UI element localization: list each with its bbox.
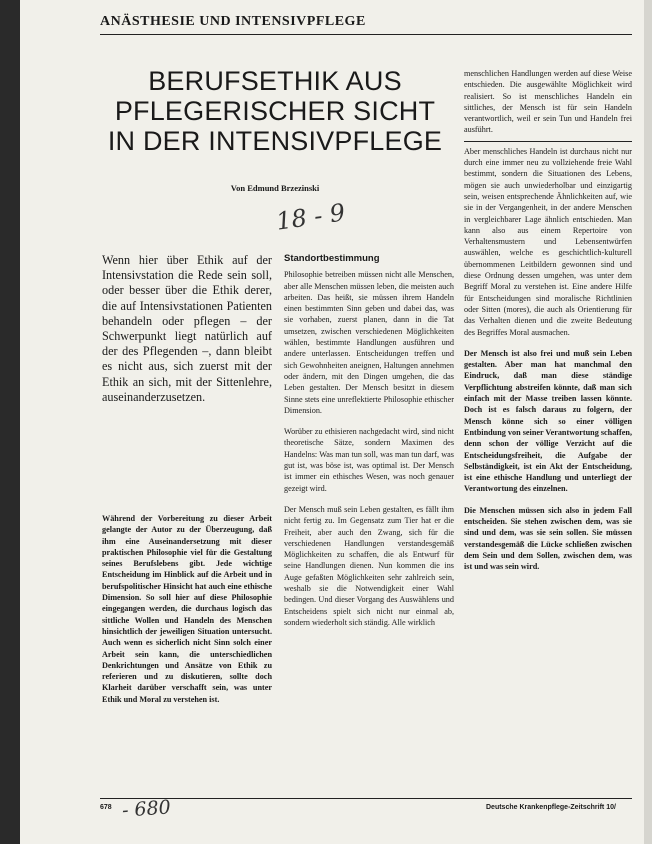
section-header: ANÄSTHESIE UND INTENSIVPFLEGE <box>100 14 366 29</box>
title-line: PFLEGERISCHER SICHT <box>114 96 436 126</box>
column-2 <box>284 253 454 793</box>
page-number: 678 <box>100 804 112 811</box>
column-1 <box>102 513 272 705</box>
handwritten-page-note: - 680 <box>121 796 172 822</box>
byline: Von Edmund Brzezinski <box>230 183 320 193</box>
paragraph: Aber menschliches Handeln ist durchaus nicht nur durch eine immer neu zu vollziehende freie Wahl bestimmt, sondern die Situationen des Lebens, mögen sie auch unwiederholbar und einzigartig sein, weisen entsprechende Ähnlichkeiten auf, wie sie in der Vergangenheit, in der andere Menschen in vergleichbarer Lage ähnlich entschieden. Man kann also aus einem Repertoire von Verhaltensmustern und Lebensentwürfen auswählen, welche es geschichtlich-kulturell übernommenen Leitbildern gewonnen sind und diese Ordnung dessen umgehen, was unter dem Begriff Moral zu verstehen ist. Eine andere Hilfe für Entscheidungen sind moralische Richtlinien oder Sitten (mores), die auch als Orientierung für das Verhalten dienen und die zweite Bedeutung des Begriffes Moral ausmachen. <box>464 146 632 337</box>
header-rule <box>100 34 632 35</box>
paragraph: menschlichen Handlungen werden auf diese Weise entschieden. Die ausgewählte Möglichkeit wird realisiert. So ist menschliches Handeln ein sittliches, der Mensch ist für sein Handeln verantwortlich, weil er sein Tun und Handeln frei ausführt. <box>464 69 632 135</box>
paragraph: Worüber zu ethisieren nachgedacht wird, sind nicht theoretische Sätze, sondern Maximen des Handelns: Was man tun soll, was man tun darf, was gut ist, was böse ist, was optimal ist. Der Mensch ist immer ein ethisches Wesen, was noch genauer gezeigt wird. <box>284 427 454 493</box>
paragraph: Die Menschen müssen sich also in jedem Fall entscheiden. Sie stehen zwischen dem, was sie sind und dem, was sie sein sollen. Sie müssen verstandesgemäß die Lücke schließen zwischen dem Sein und dem Sollen, zwischen dem, was ist und was sein wird. <box>464 505 632 572</box>
paragraph: Während der Vorbereitung zu dieser Arbeit gelangte der Autor zu der Überzeugung, daß ihm eine Auseinandersetzung mit dieser praktischen Philosophie viel für die Gestaltung seines Berufslebens gibt. Jede wichtige Entscheidung im Hinblick auf die Arbeit und in berufspolitischer Hinsicht hat auch eine ethische Dimension. So soll hier auf diese Philosophie eingegangen werden, die durchaus logisch das sittliche Wollen und Handeln des Menschen hinsichtlich der jeweiligen Situation untersucht. Auch wenn es sicherlich nicht Sinn solch einer Arbeit sein kann, die unterschiedlichen Denkrichtungen und Ansätze von Ethik zu referieren und zu diskutieren, sollte doch Klarheit darüber verschafft sein, was unter Ethik und Moral zu verstehen ist. <box>102 514 272 704</box>
column-rule <box>464 141 632 142</box>
lead-text: Wenn hier über Ethik auf der Intensivstation die Rede sein soll, oder besser über die Ethik derer, die auf Intensivstationen Patienten behandeln oder pflegen – der Schwerpunkt liegt natürlich auf der des Pflegenden –, dann bleibt es nicht aus, sich zuerst mit der Ethik an sich, mit der Sittenlehre, auseinanderzusetzen. <box>102 253 272 404</box>
paragraph: Philosophie betreiben müssen nicht alle Menschen, aber alle Menschen müssen leben, die meisten auch arbeiten. Das heißt, sie müssen ihrem Handeln einen bestimmten Sinn geben und dabei das, was sie vorhaben, zuerst planen, dann in die Tat umsetzen, zwischen verschiedenen Möglichkeiten wählen, bestimmte Handlungen ausführen und andere unterlassen. Entscheidungen treffen und sich Gewohnheiten aneignen, Haltungen annehmen oder ändern, mit den Dingen umgehen, die das Leben gestalten. Der Mensch besitzt in diesem Sinne stets eine unreflektierte Philosophie ethischer Dimension. <box>284 270 454 415</box>
handwritten-note: 18 - 9 <box>274 198 347 236</box>
column-3 <box>464 68 632 796</box>
footer-rule <box>100 798 632 799</box>
scan-edge <box>0 0 20 844</box>
title-line: BERUFSETHIK AUS <box>148 66 402 96</box>
scan-edge-right <box>644 0 652 844</box>
subheading: Standortbestimmung <box>284 253 380 264</box>
title-line: IN DER INTENSIVPFLEGE <box>107 126 443 156</box>
paragraph: Der Mensch muß sein Leben gestalten, es fällt ihm nicht fertig zu. Im Gegensatz zum Tier hat er die Freiheit, aber auch den Zwang, sich für die verschiedenen Handlungen verstandesgemäß Möglichkeiten zu schaffen, die als Entwurf für seine Handlungen dienen. Nun kommen die ins Auge gefaßten Möglichkeiten sehr zahlreich sein, weshalb sie die Notwendigkeit einer Wahl bedingen. Und dieser Vorgang des Auswählens und Entscheidens spielt sich nicht nur einmal ab, sondern wiederholt sich ständig. Alle wirklich <box>284 504 454 627</box>
lead-paragraph <box>102 253 272 405</box>
paragraph: Der Mensch ist also frei und muß sein Leben gestalten. Aber man hat manchmal den Eindruck, daß man diese ständige Verpflichtung abstreifen könnte, daß man sich einfach mit der Masse treiben lassen könnte. Doch ist es falsch daraus zu folgern, der Mensch könne sich so einer völligen Entbindung von seiner Verantwortung schaffen, denn schon der völlige Verzicht auf die Entscheidungsfreiheit, die Aufgabe der Selbständigkeit, ist ein Akt der Entscheidung, ist eine ethische Handlung und unterliegt der Verantwortung des einzelnen. <box>464 348 632 494</box>
journal-name: Deutsche Krankenpflege-Zeitschrift 10/ <box>486 804 616 811</box>
article-title <box>100 66 450 156</box>
